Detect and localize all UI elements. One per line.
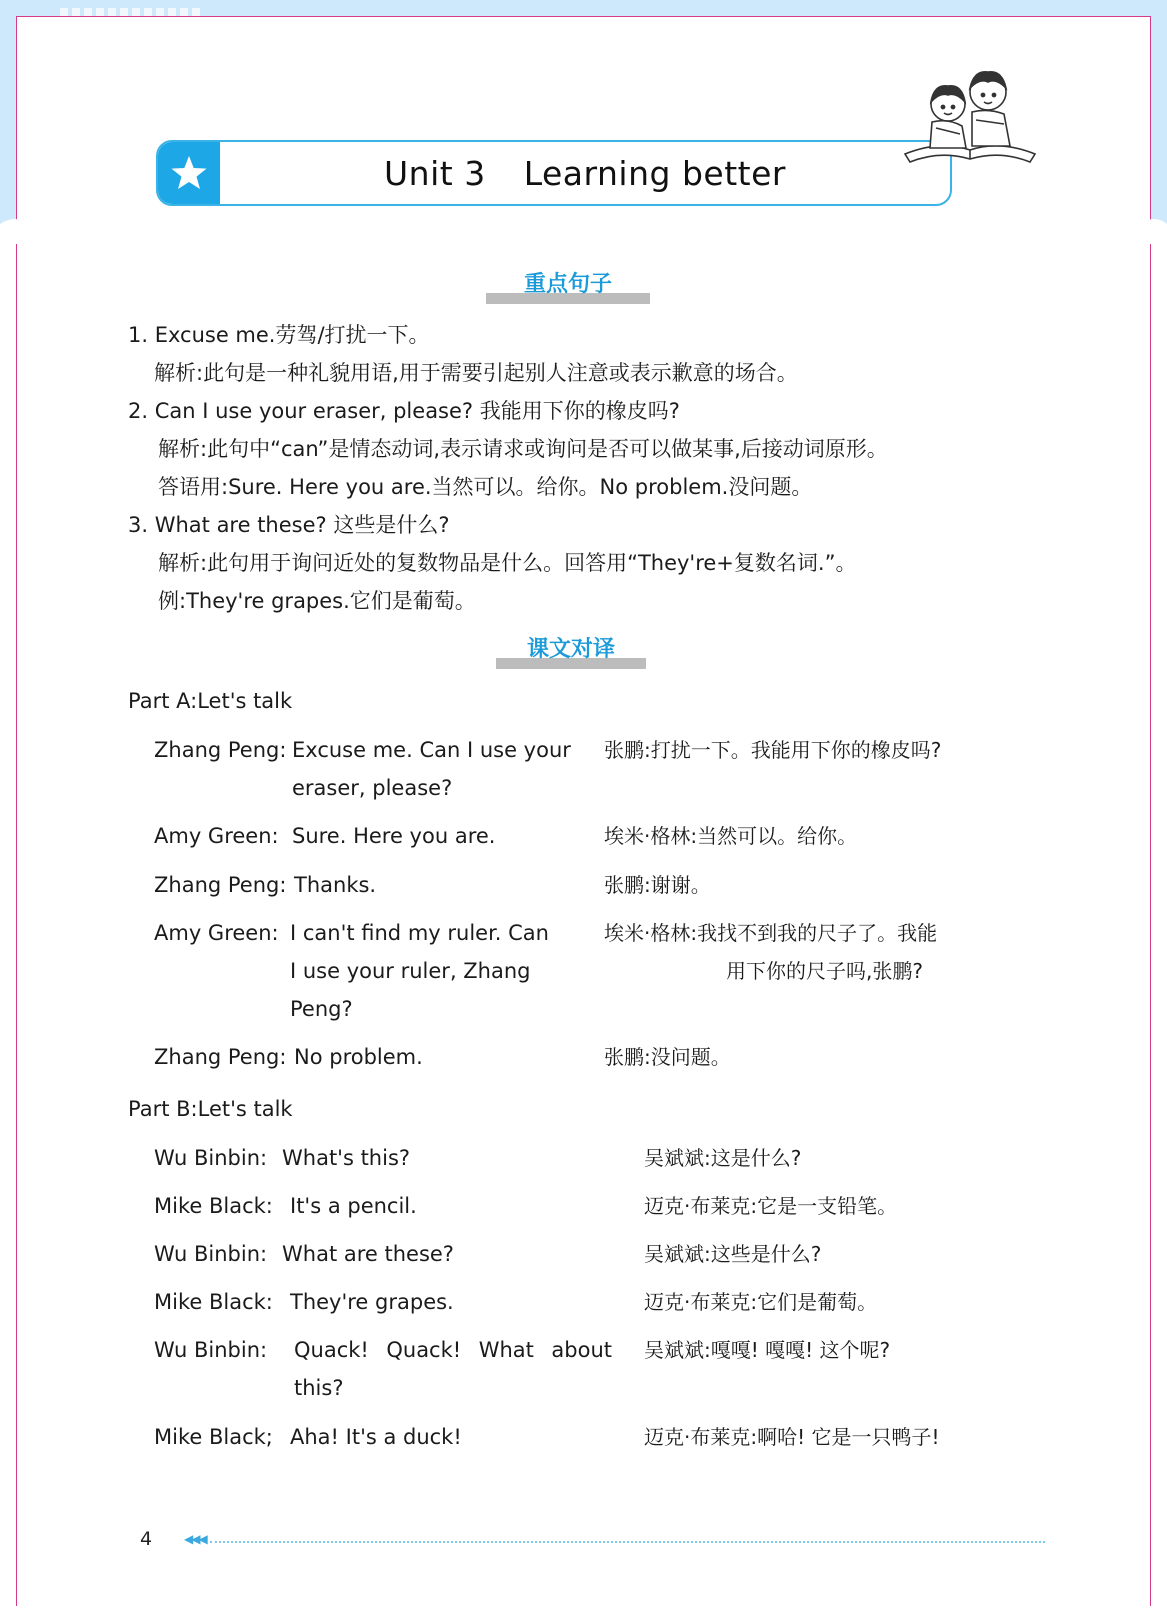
section-heading-key-sentences [486, 268, 650, 308]
section-title: 重点句子 [523, 272, 612, 297]
key-sentence-3: 3. What are these? 这些是什么? [128, 513, 450, 537]
dialogue-english: eraser, please? [292, 776, 453, 800]
dialogue-chinese: 张鹏:没问题。 [604, 1045, 731, 1069]
dialogue-speaker: Amy Green: [154, 921, 279, 945]
dialogue-english: It's a pencil. [290, 1194, 417, 1218]
dialogue-chinese: 吴斌斌:这些是什么? [644, 1242, 822, 1266]
dialogue-english: They're grapes. [290, 1290, 454, 1314]
unit-label: Unit 3 [384, 153, 486, 193]
part-b-title: Part B:Let's talk [128, 1097, 293, 1121]
page-title [220, 142, 950, 204]
dialogue-chinese: 迈克·布莱克:啊哈! 它是一只鸭子! [644, 1425, 940, 1449]
kids-reading-illustration [900, 62, 1040, 172]
key-sentence-2-answer: 答语用:Sure. Here you are.当然可以。给你。No problem.没问题。 [158, 475, 813, 499]
key-sentence-3-example: 例:They're grapes.它们是葡萄。 [158, 589, 476, 613]
dialogue-speaker: Amy Green: [154, 824, 279, 848]
key-sentence-1: 1. Excuse me.劳驾/打扰一下。 [128, 323, 430, 347]
title-star-box [158, 142, 220, 204]
section-title: 课文对译 [526, 637, 615, 662]
dialogue-chinese: 吴斌斌:嘎嘎! 嘎嘎! 这个呢? [644, 1338, 891, 1362]
dialogue-speaker: Wu Binbin: [154, 1338, 268, 1362]
key-sentence-2: 2. Can I use your eraser, please? 我能用下你的橡皮吗? [128, 399, 680, 423]
dialogue-english: I can't find my ruler. Can [290, 921, 549, 945]
dialogue-english: I use your ruler, Zhang [290, 959, 531, 983]
unit-title-banner [156, 140, 952, 206]
dialogue-english: What are these? [282, 1242, 454, 1266]
dialogue-chinese: 埃米·格林:我找不到我的尺子了。我能 [604, 921, 938, 945]
dialogue-english: Excuse me. Can I use your [292, 738, 571, 762]
header-wave-edge [0, 214, 1167, 244]
dialogue-english: Sure. Here you are. [292, 824, 496, 848]
key-sentence-2-analysis: 解析:此句中“can”是情态动词,表示请求或询问是否可以做某事,后接动词原形。 [158, 437, 888, 461]
dialogue-speaker: Wu Binbin: [154, 1146, 268, 1170]
dialogue-speaker: Mike Black: [154, 1194, 273, 1218]
footer-arrows-icon: ◀◀◀ [184, 1532, 206, 1546]
dialogue-english: Aha! It's a duck! [290, 1425, 462, 1449]
dialogue-chinese: 埃米·格林:当然可以。给你。 [604, 824, 858, 848]
dialogue-english: Thanks. [294, 873, 377, 897]
page-number: 4 [140, 1528, 153, 1550]
dialogue-english: Quack! Quack! What about [294, 1338, 612, 1362]
dialogue-english: Peng? [290, 997, 353, 1021]
dialogue-english: What's this? [282, 1146, 411, 1170]
dialogue-speaker: Zhang Peng: [154, 873, 287, 897]
dialogue-chinese: 迈克·布莱克:它是一支铅笔。 [644, 1194, 898, 1218]
dialogue-speaker: Mike Black; [154, 1425, 273, 1449]
dialogue-speaker: Zhang Peng: [154, 1045, 287, 1069]
dialogue-chinese: 用下你的尺子吗,张鹏? [726, 959, 923, 983]
dialogue-speaker: Mike Black: [154, 1290, 273, 1314]
dialogue-speaker: Wu Binbin: [154, 1242, 268, 1266]
dialogue-chinese: 张鹏:谢谢。 [604, 873, 711, 897]
key-sentence-3-analysis: 解析:此句用于询问近处的复数物品是什么。回答用“They're+复数名词.”。 [158, 551, 857, 575]
key-sentence-1-analysis: 解析:此句是一种礼貌用语,用于需要引起别人注意或表示歉意的场合。 [154, 361, 798, 385]
star-icon [169, 153, 209, 193]
part-a-title: Part A:Let's talk [128, 689, 293, 713]
dialogue-english: No problem. [294, 1045, 423, 1069]
section-heading-translation [496, 633, 646, 673]
dialogue-chinese: 张鹏:打扰一下。我能用下你的橡皮吗? [604, 738, 942, 762]
unit-title: Learning better [523, 153, 786, 193]
dialogue-speaker: Zhang Peng: [154, 738, 287, 762]
dialogue-chinese: 吴斌斌:这是什么? [644, 1146, 802, 1170]
dialogue-english: this? [294, 1376, 344, 1400]
dialogue-chinese: 迈克·布莱克:它们是葡萄。 [644, 1290, 878, 1314]
footer-dotted-rule [210, 1541, 1045, 1543]
